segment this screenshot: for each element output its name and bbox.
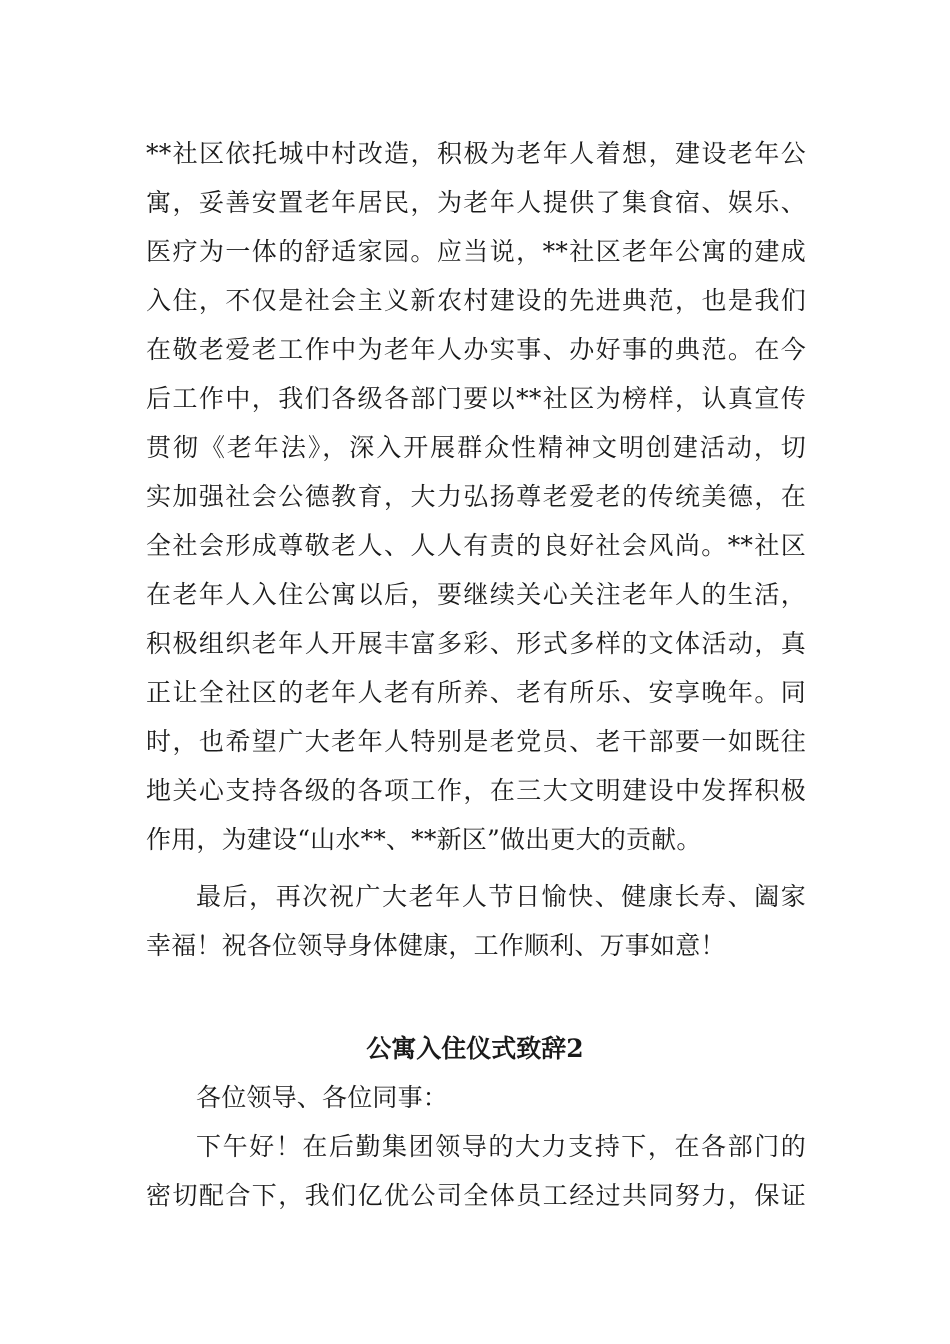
salutation: 各位领导、各位同事： [196, 1083, 449, 1112]
paragraph-line: 全社会形成尊敬老人、人人有责的良好社会风尚。**社区 [146, 531, 806, 560]
paragraph-line: 在老年人入住公寓以后，要继续关心关注老年人的生活， [146, 580, 806, 609]
paragraph-line: 积极组织老年人开展丰富多彩、形式多样的文体活动，真 [146, 629, 806, 658]
paragraph-line: 贯彻《老年法》，深入开展群众性精神文明创建活动，切 [146, 433, 806, 462]
paragraph-line: 地关心支持各级的各项工作，在三大文明建设中发挥积极 [146, 776, 806, 805]
paragraph-line: 正让全社区的老年人老有所养、老有所乐、安享晚年。同 [146, 678, 806, 707]
paragraph-line: 下午好！在后勤集团领导的大力支持下，在各部门的 [196, 1132, 806, 1161]
paragraph-line: 在敬老爱老工作中为老年人办实事、办好事的典范。在今 [146, 335, 806, 364]
paragraph-line: 医疗为一体的舒适家园。应当说，**社区老年公寓的建成 [146, 237, 806, 266]
section-title: 公寓入住仪式致辞2 [366, 1034, 584, 1063]
paragraph-line: 入住，不仅是社会主义新农村建设的先进典范，也是我们 [146, 286, 806, 315]
paragraph-line: 作用，为建设“山水**、**新区”做出更大的贡献。 [146, 825, 702, 854]
closing-line: 最后，再次祝广大老年人节日愉快、健康长寿、阖家 [196, 882, 806, 911]
paragraph-line: 时，也希望广大老年人特别是老党员、老干部要一如既往 [146, 727, 806, 756]
paragraph-line: 寓，妥善安置老年居民，为老年人提供了集食宿、娱乐、 [146, 188, 806, 217]
closing-line: 幸福！祝各位领导身体健康，工作顺利、万事如意！ [146, 931, 726, 960]
paragraph-line: 密切配合下，我们亿优公司全体员工经过共同努力，保证 [146, 1181, 806, 1210]
paragraph-line: 后工作中，我们各级各部门要以**社区为榜样，认真宣传 [146, 384, 806, 413]
paragraph-line: 实加强社会公德教育，大力弘扬尊老爱老的传统美德，在 [146, 482, 806, 511]
paragraph-line: **社区依托城中村改造，积极为老年人着想，建设老年公 [146, 139, 806, 168]
